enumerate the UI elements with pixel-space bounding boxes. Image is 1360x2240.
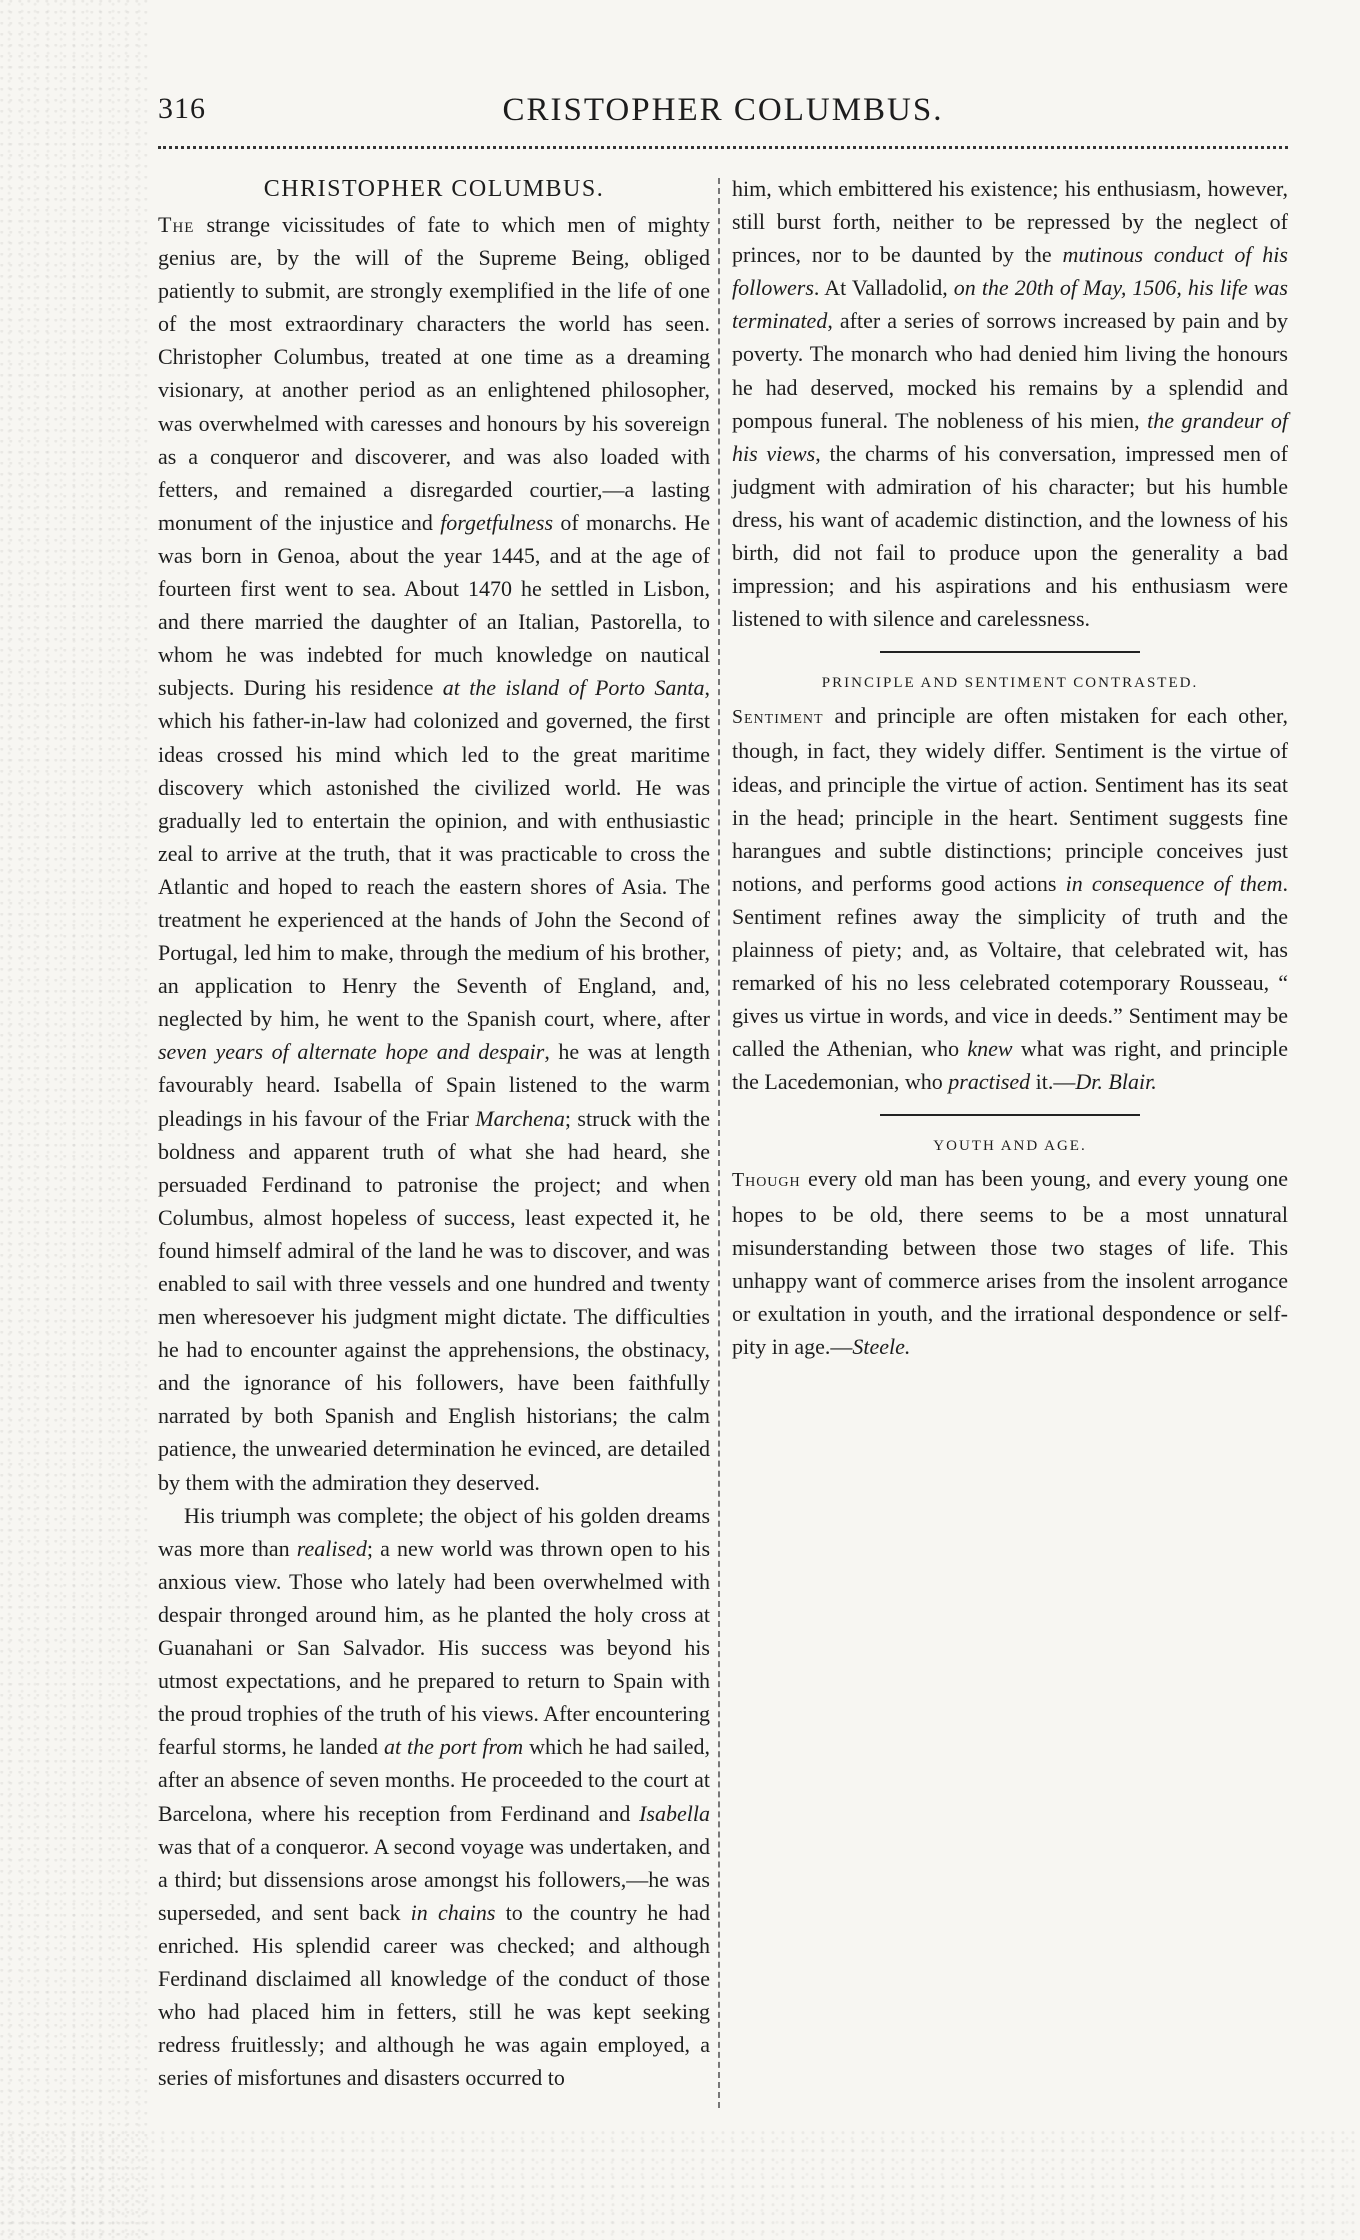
author-attribution-blair: Dr. Blair. (1075, 1069, 1157, 1095)
scan-noise-left (0, 0, 150, 2240)
columbus-paragraph-1: The strange vicissitudes of fate to which men of mighty genius are, by the will of the Supreme Being, obliged patiently to submit, are strongly exemplified in the life of one of the most extraordinary characters the world has seen. Christopher Columbus, treated at one time as a dreaming visionary, at another period as an enlightened philosopher, was overwhelmed with caresses and honours by his sovereign as a conqueror and discoverer, and was also loaded with fetters, and remained a disregarded courtier,—a lasting monument of the injustice and forgetfulness of monarchs. He was born in Genoa, about the year 1445, and at the age of fourteen first went to sea. About 1470 he settled in Lisbon, and there married the daughter of an Italian, Pastorella, to whom he was indebted for much knowledge on nautical subjects. During his residence at the island of Porto Santa, which his father-in-law had colonized and governed, the first ideas crossed his mind which led to the great maritime discovery which astonished the civilized world. He was gradually led to entertain the opinion, and with enthusiastic zeal to arrive at the truth, that it was practicable to cross the Atlantic and hoped to reach the eastern shores of Asia. The treatment he experienced at the hands of John the Second of Portugal, led him to make, through the medium of his brother, an application to Henry the Seventh of England, and, neglected by him, he went to the Spanish court, where, after seven years of alternate hope and despair, he was at length favourably heard. Isabella of Spain listened to the warm pleadings in his favour of the Friar Marchena; struck with the boldness and apparent truth of what she had heard, she persuaded Ferdinand to patronise the project; and when Columbus, almost hopeless of success, least expected it, he found himself admiral of the land he was to discover, and was enabled to sail with three vessels and one hundred and twenty men wheresoever his judgment might dictate. The difficulties he had to encounter against the apprehensions, the obstinacy, and the ignorance of his followers, have been faithfully narrated by both Spanish and English historians; the calm patience, the unwearied determination he evinced, are detailed by them with the admiration they deserved. (158, 212, 710, 1495)
article-title-principle: PRINCIPLE AND SENTIMENT CONTRASTED. (821, 675, 1199, 692)
section-separator (880, 1114, 1140, 1116)
drop-lead-word: The (158, 212, 195, 237)
right-column (732, 172, 1288, 1363)
article-title-youth: YOUTH AND AGE. (933, 1138, 1087, 1155)
header-rule (158, 146, 1288, 149)
section-separator (880, 651, 1140, 653)
column-divider (718, 178, 720, 2108)
youth-paragraph: Though every old man has been young, and every young one hopes to be old, there seems to be a most unnatural misunderstanding between those two stages of life. This unhappy want of commerce arises from the insolent arrogance or exultation in youth, and the irrational despondence or self-pity in age.—Steele. (732, 1166, 1288, 1359)
scan-noise-bottom (0, 2130, 1360, 2240)
page-number: 316 (158, 92, 206, 125)
principle-paragraph: Sentiment and principle are often mistaken for each other, though, in fact, they widely differ. Sentiment is the virtue of ideas, and principle the virtue of action. Sentiment has its seat in the head; principle in the heart. Sentiment suggests fine harangues and subtle distinctions; principle conceives just notions, and performs good actions in consequence of them. Sentiment refines away the simplicity of truth and the plainness of piety; and, as Voltaire, that celebrated wit, has remarked of his no less celebrated cotemporary Rousseau, “ gives us virtue in words, and vice in deeds.” Sentiment may be called the Athenian, who knew what was right, and principle the Lacedemonian, who practised it.—Dr. Blair. (732, 703, 1288, 1095)
author-attribution-steele: Steele. (852, 1333, 911, 1359)
running-head (158, 92, 1288, 144)
left-column (158, 172, 710, 2094)
columbus-paragraph-2: His triumph was complete; the object of his golden dreams was more than realised; a new world was thrown open to his anxious view. Those who lately had been overwhelmed with despair thronged around him, as he planted the holy cross at Guanahani or San Salvador. His success was beyond his utmost expectations, and he prepared to return to Spain with the proud trophies of the truth of his views. After encountering fearful storms, he landed at the port from which he had sailed, after an absence of seven months. He proceeded to the court at Barcelona, where his reception from Ferdinand and Isabella was that of a conqueror. A second voyage was undertaken, and a third; but dissensions arose amongst his followers,—he was superseded, and sent back in chains to the country he had enriched. His splendid career was checked; and although Ferdinand disclaimed all knowledge of the conduct of those who had placed him in fetters, still he was kept seeking redress fruitlessly; and although he was again employed, a series of misfortunes and disasters occurred to (158, 1502, 711, 2091)
article-title-columbus: CHRISTOPHER COLUMBUS. (263, 176, 605, 202)
columbus-paragraph-2-continued: him, which embittered his existence; his enthusiasm, however, still burst forth, neither to be repressed by the neglect of princes, nor to be daunted by the mutinous conduct of his followers. At Valladolid, on the 20th of May, 1506, his life was terminated, after a series of sorrows increased by pain and by poverty. The monarch who had denied him living the honours he had deserved, mocked his remains by a splendid and pompous funeral. The nobleness of his mien, the grandeur of his views, the charms of his conversation, impressed men of judgment with admiration of his character; but his humble dress, his want of academic distinction, and the lowness of his birth, did not fail to produce upon the generality a bad impression; and his aspirations and his enthusiasm were listened to with silence and carelessness. (732, 176, 1289, 632)
running-title: CRISTOPHER COLUMBUS. (502, 92, 944, 128)
